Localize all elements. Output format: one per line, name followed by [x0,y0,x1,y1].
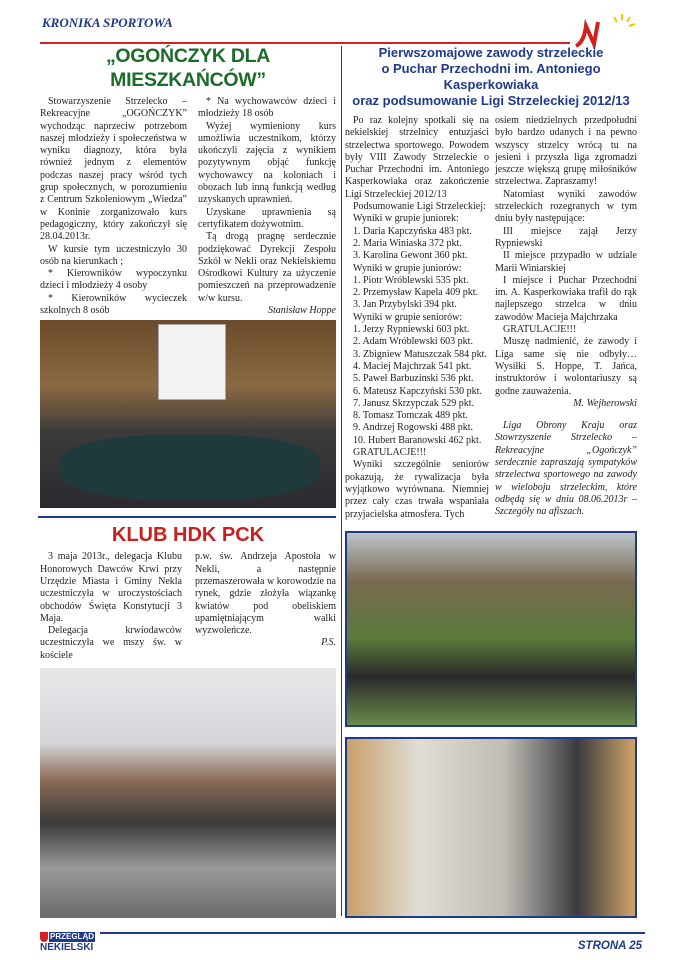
logo-top-text: PRZEGLĄD [50,932,94,941]
photo-course-meeting [40,320,336,508]
result-item: 6. Mateusz Kapczyński 530 pkt. [353,385,482,397]
left-column [40,44,336,918]
results-list [345,213,489,447]
photo-delegation-ceremony [40,668,336,918]
crest-icon [40,932,48,942]
result-item: 3. Karolina Gewont 360 pkt. [353,250,468,262]
article-ogonczyk-col2 [198,96,336,317]
article-hdk-col2 [195,551,336,662]
paragraph: Wyniki szczególnie seniorów pokazują, że rywalizacja była wyjątkowo wyrównana. Niemniej przez cały czas trwała wspaniała przyjacielska atmosfera. Tych [345,459,489,520]
result-item: 5. Paweł Barbuzinski 536 pkt. [353,373,474,385]
article-ogonczyk-body [40,96,336,317]
results-heading: Wyniki w grupie juniorów: [353,262,462,274]
results-heading: Wyniki w grupie seniorów: [353,311,463,323]
paragraph: I miejsce i Puchar Przechodni im. A. Kasperkowiaka trafił do rąk najlepszego strzelca w dniu zawodów Macieja Majchrzaka [495,274,637,323]
result-item: 3. Zbigniew Matuszczak 584 pkt. [353,348,487,360]
logo-bottom-text: NEKIELSKI [40,942,94,953]
paragraph: Natomiast wyniki zawodów strzeleckich rozegranych w tym dniu były następujące: [495,188,637,225]
result-item: 4. Maciej Majchrzak 541 pkt. [353,360,472,372]
signature: M. Wejherowski [573,397,637,409]
article-title-ogonczyk: „OGOŃCZYK DLA MIESZKAŃCÓW” [105,45,270,91]
paragraph: GRATULACJE!!! [503,324,577,336]
article-title-hdk: KLUB HDK PCK [111,524,265,547]
section-label: KRONIKA SPORTOWA [42,15,173,30]
photo-trophy-handover [345,531,637,727]
result-item: 1. Jerzy Rypniewski 603 pkt. [353,324,470,336]
section-divider [38,516,336,518]
article-ogonczyk-col1 [40,96,187,317]
article-hdk-col1 [40,551,182,662]
paragraph: Podsumowanie Ligi Strzeleckiej: [353,201,486,213]
result-item: 1. Piotr Wróblewski 535 pkt. [353,274,469,286]
paragraph: Muszę nadmienić, że zawody i Liga same się nie odbyły… Wysiłki S. Hoppe, T. Jańca, instruktorów i wolontariuszy są godne zauważenia. [495,336,637,397]
signature: P.S. [321,637,336,649]
title-line: Pierwszomajowe zawody strzeleckie [378,45,604,60]
footer-divider [100,932,645,934]
paragraph: * Kierowników wycieczek szkolnych 8 osób [40,292,187,317]
paragraph: II miejsce przypadło w udziale Marii Winiarskiej [495,250,637,274]
results-heading: Wyniki w grupie juniorek: [353,213,459,225]
article-shooting-col1 [345,115,489,521]
title-line: oraz podsumowanie Ligi Strzeleckiej 2012/13 [352,93,630,108]
result-item: 3. Jan Przybylski 394 pkt. [353,299,457,311]
result-item: 8. Tomasz Tomczak 489 pkt. [353,410,468,422]
paragraph: III miejsce zajął Jerzy Rypniewski [495,225,637,249]
invitation: Liga Obrony Kraju oraz Stowrzyszenie Strzelecko – Rekreacyjne „Ogończyk” serdecznie zapraszają sympatyków strzelectwa sportowego na zawody w wieloboju strzeleckim, które odbędą się w dniu 08.06.2013r –Szczegóły na afiszach. [495,420,637,518]
article-shooting-body [345,115,637,521]
paragraph: Delegacja krwiodawców uczestniczyła we mszy św. w kościele [40,625,182,661]
paragraph: W kursie tym uczestniczyło 30 osób na kierunkach ; [40,243,187,267]
paragraph: Wyżej wymieniony kurs umożliwia uczestnikom, którzy ukończyli zajęcia z wynikiem pozytywnym objąć funkcję wychowawcy na koloniach i obozach lub inną funkcją według uzyskanych uprawnień. [198,120,336,206]
right-column [345,44,637,918]
paragraph: * Kierowników wypoczynku dzieci i młodzieży 4 osoby [40,268,187,292]
paragraph: osiem niedzielnych przedpołudni było bardzo udanych i na pewno wszyscy strzelcy wrócą tu na jesieni i przyszła liga zgromadzi jeszcze większą grupę miłośników strzelectwa. Zapraszamy! [495,115,637,188]
paragraph: Tą drogą pragnę serdecznie podziękować Dyrekcji Zespołu Szkół w Nekli oraz Nekielskiemu Ośrodkowi Kultury za użyczenie pomieszczeń na przeprowadzenie w/w kursu. [198,231,336,304]
paragraph: Po raz kolejny spotkali się na nekielskiej strzelnicy entuzjaści strzelectwa sportowego. Powodem były VIII Zawody Strzeleckie o Puchar Przechodni im. Antoniego Kasperkowiaka oraz zakończenie Ligi Strzeleckiej 2012/13 [345,115,489,200]
title-line: o Puchar Przechodni im. Antoniego Kasperkowiaka [381,61,601,92]
result-item: 2. Przemysław Kapela 409 pkt. [353,287,478,299]
przeglad-nekielski-logo [40,932,100,958]
photo-shooters-prone [345,737,637,918]
result-item: 9. Andrzej Rogowski 488 pkt. [353,422,473,434]
page-number: STRONA 25 [577,940,642,952]
paragraph: Stowarzyszenie Strzelecko – Rekreacyjne „OGOŃCZYK” wychodząc naprzeciw potrzebom naszej młodzieży i społeczeństwa w wyniku diagnozy, która była również jednym z elementów podczas naszej pracy wśród tych grup społecznych, w porozumieniu z Centrum Szkoleniowym „Wiedza” w Koninie zorganizowało kurs pedagogiczny, który zakończył się 28.04.2013r. [40,96,187,243]
article-shooting-col2 [495,115,637,521]
paragraph: Uzyskane uprawnienia są certyfikatem dożywotnim. [198,206,336,230]
result-item: 2. Maria Winiaska 372 pkt. [353,237,462,249]
paragraph: p.w. św. Andrzeja Apostoła w Nekli, a następnie przemaszerowała w korowodzie na rynek, gdzie złożyła wiązankę kwiatów pod obeliskiem upamiętniającym walki wyzwoleńcze. [195,551,336,637]
article-title-shooting [345,45,637,109]
result-item: 10. Hubert Baranowski 462 pkt. [353,434,482,446]
result-item: 7. Janusz Skrzypczak 529 pkt. [353,397,475,409]
result-item: 1. Daria Kapczyńska 483 pkt. [353,225,472,237]
result-item: 2. Adam Wróblewski 603 pkt. [353,336,473,348]
congrats: GRATULACJE!!! [353,447,427,459]
article-hdk-body [40,551,336,662]
paragraph: * Na wychowawców dzieci i młodzieży 18 osób [198,96,336,120]
column-divider [341,46,342,916]
signature: Stanisław Hoppe [267,305,336,317]
paragraph: 3 maja 2013r., delegacja Klubu Honorowych Dawców Krwi przy Urzędzie Miasta i Gminy Nekla uczestniczyła w uroczystościach obchodów Święta Konstytucji 3 Maja. [40,551,182,624]
